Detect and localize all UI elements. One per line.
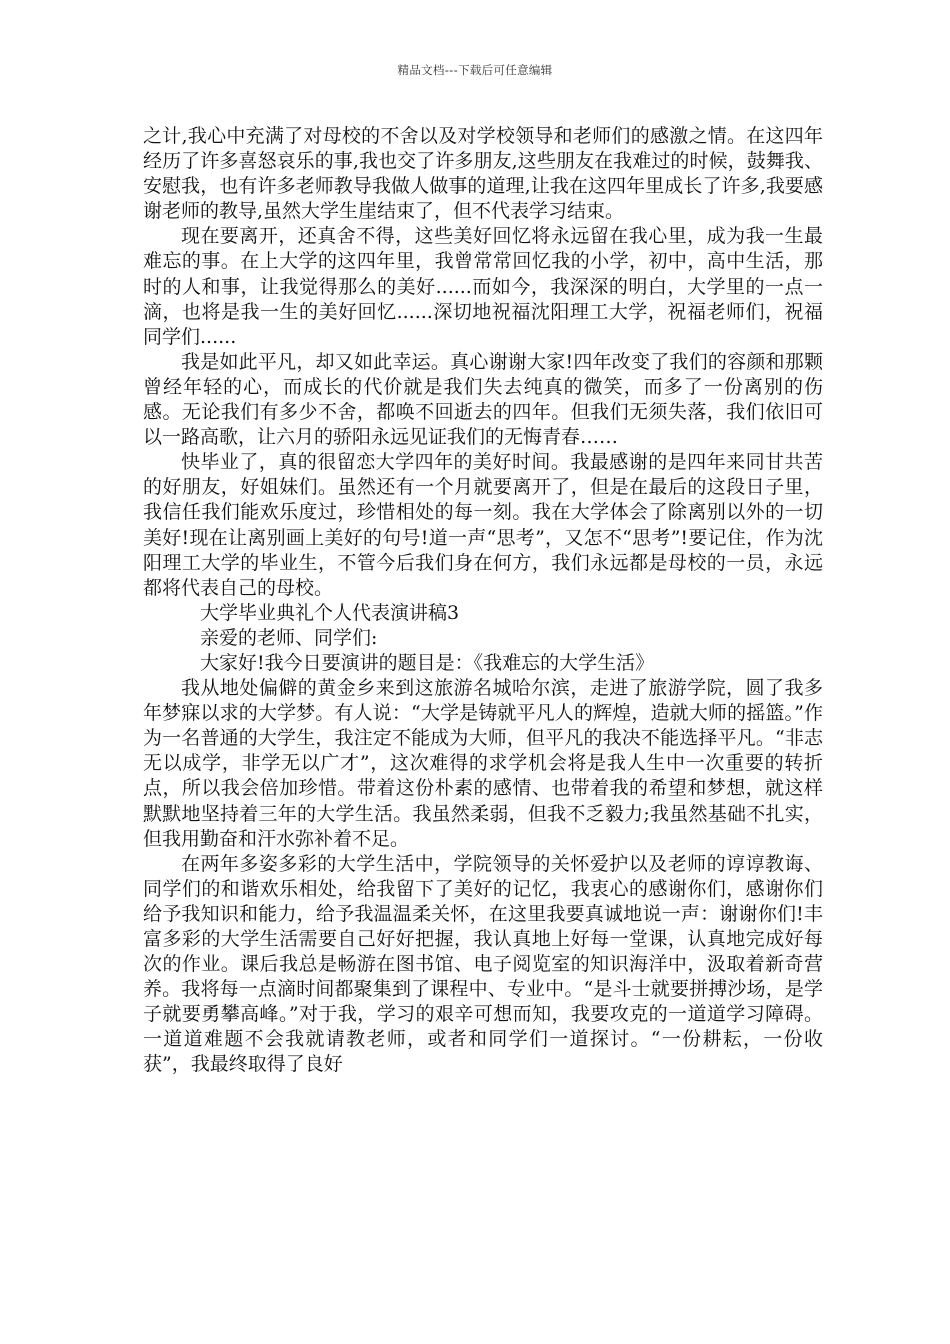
greeting-line: 大家好!我今日要演讲的题目是：《我难忘的大学生活》	[200, 651, 655, 674]
salutation: 亲爱的老师、同学们:	[200, 626, 378, 649]
paragraph: 快毕业了，真的很留恋大学四年的美好时间。我最感谢的是四年来同甘共苦的好朋友，好姐妹们。虽然还有一个月就要离开了，但是在最后的这段日子里，我信任我们能欢乐度过，珍惜相处的每一刻。我在大学体会了除离别以外的一切美好!现在让离别画上美好的句号!道一声“思考”，又怎不“思考”!要记住，作为沈阳理工大学的毕业生，不管今后我们身在何方，我们永远都是母校的一员，永远都将代表自己的母校。	[143, 451, 823, 599]
speech-title: 大学毕业典礼个人代表演讲稿3	[200, 601, 460, 624]
paragraph: 我从地处偏僻的黄金乡来到这旅游名城哈尔滨，走进了旅游学院，圆了我多年梦寐以求的大学梦。有人说：“大学是铸就平凡人的辉煌，造就大师的摇篮。”作为一名普通的大学生，我注定不能成为大师，但平凡的我决不能选择平凡。“非志无以成学，非学无以广才”，这次难得的求学机会将是我人生中一次重要的转折点，所以我会倍加珍惜。带着这份朴素的感情、也带着我的希望和梦想，就这样默默地坚持着三年的大学生活。我虽然柔弱，但我不乏毅力;我虽然基础不扎实，但我用勤奋和汗水弥补着不足。	[143, 677, 823, 850]
paragraph: 现在要离开，还真舍不得，这些美好回忆将永远留在我心里，成为我一生最难忘的事。在上大学的这四年里，我曾常常回忆我的小学，初中，高中生活，那时的人和事，让我觉得那么的美好......而如今，我深深的明白，大学里的一点一滴，也将是我一生的美好回忆......深切地祝福沈阳理工大学，祝福老师们，祝福同学们......	[143, 225, 823, 348]
paragraph: 在两年多姿多彩的大学生活中，学院领导的关怀爱护以及老师的谆谆教诲、同学们的和谐欢乐相处，给我留下了美好的记忆，我衷心的感谢你们，感谢你们给予我知识和能力，给予我温温柔关怀，在这里我要真诚地说一声：谢谢你们!丰富多彩的大学生活需要自己好好把握，我认真地上好每一堂课，认真地完成好每次的作业。课后我总是畅游在图书馆、电子阅览室的知识海洋中，汲取着新奇营养。我将每一点滴时间都聚集到了课程中、专业中。“是斗士就要拼搏沙场，是学子就要勇攀高峰。”对于我，学习的艰辛可想而知，我要攻克的一道道学习障碍。一道道难题不会我就请教老师，或者和同学们一道探讨。“一份耕耘，一份收获”，我最终取得了良好	[143, 852, 823, 1076]
page-header: 精品文档---下载后可任意编辑	[397, 63, 553, 77]
paragraph: 我是如此平凡，却又如此幸运。真心谢谢大家!四年改变了我们的容颜和那颗曾经年轻的心，而成长的代价就是我们失去纯真的微笑，而多了一份离别的伤感。无论我们有多少不舍，都唤不回逝去的四年。但我们无须失落，我们依旧可以一路高歌，让六月的骄阳永远见证我们的无悔青春……	[143, 350, 823, 449]
paragraph: 之计,我心中充满了对母校的不舍以及对学校领导和老师们的感激之情。在这四年经历了许多喜怒哀乐的事,我也交了许多朋友,这些朋友在我难过的时候，鼓舞我、安慰我，也有许多老师教导我做人做事的道理,让我在这四年里成长了许多,我要感谢老师的教导,虽然大学生崖结束了，但不代表学习结束。	[143, 125, 823, 223]
document-body	[143, 124, 823, 1078]
